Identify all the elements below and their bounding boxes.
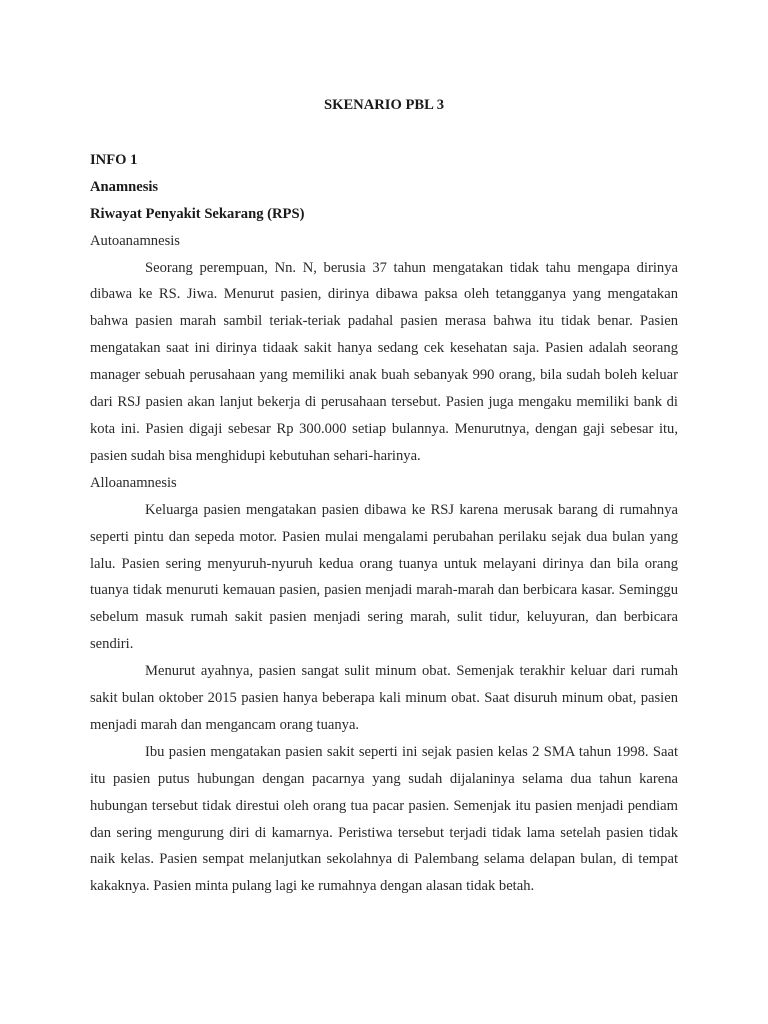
document-page — [90, 92, 678, 900]
section-heading-anamnesis: Anamnesis — [90, 178, 159, 195]
alloanamnesis-paragraph-2: Menurut ayahnya, pasien sangat sulit minum obat. Semenjak terakhir keluar dari rumah sakit bulan oktober 2015 pasien hanya beberapa kali minum obat. Saat disuruh minum obat, pasien menjadi marah dan mengancam orang tuanya. — [90, 663, 678, 733]
alloanamnesis-label: Alloanamnesis — [90, 474, 177, 491]
alloanamnesis-paragraph-1: Keluarga pasien mengatakan pasien dibawa ke RSJ karena merusak barang di rumahnya seperti pintu dan sepeda motor. Pasien mulai mengalami perubahan perilaku sejak dua bulan yang lalu. Pasien sering menyuruh-nyuruh kedua orang tuanya untuk melayani dirinya dan bila orang tuanya tidak menuruti kemauan pasien, pasien menjadi marah-marah dan berbicara kasar. Seminggu sebelum masuk rumah sakit pasien menjadi sering marah, sulit tidur, keluyuran, dan berbicara sendiri. — [90, 501, 678, 653]
autoanamnesis-label: Autoanamnesis — [90, 232, 180, 249]
alloanamnesis-paragraph-3: Ibu pasien mengatakan pasien sakit seperti ini sejak pasien kelas 2 SMA tahun 1998. Saat itu pasien putus hubungan dengan pacarnya yang sudah dijalaninya selama dua tahun karena hubungan tersebut tidak direstui oleh orang tua pacar pasien. Semenjak itu pasien menjadi pendiam dan sering mengurung diri di kamarnya. Peristiwa tersebut terjadi tidak lama setelah pasien tidak naik kelas. Pasien sempat melanjutkan sekolahnya di Palembang selama delapan bulan, di tempat kakaknya. Pasien minta pulang lagi ke rumahnya dengan alasan tidak betah. — [90, 743, 678, 895]
autoanamnesis-paragraph: Seorang perempuan, Nn. N, berusia 37 tahun mengatakan tidak tahu mengapa dirinya dibawa ke RS. Jiwa. Menurut pasien, dirinya dibawa paksa oleh tetangganya yang mengatakan bahwa pasien marah sambil teriak-teriak padahal pasien merasa bahwa itu tidak benar. Pasien mengatakan saat ini dirinya tidaak sakit hanya sedang cek kesehatan saja. Pasien adalah seorang manager sebuah perusahaan yang memiliki anak buah sebanyak 990 orang, bila sudah boleh keluar dari RSJ pasien akan lanjut bekerja di perusahaan tersebut. Pasien juga mengaku memiliki bank di kota ini. Pasien digaji sebesar Rp 300.000 setiap bulannya. Menurutnya, dengan gaji sebesar itu, pasien sudah bisa menghidupi kebutuhan sehari-harinya. — [90, 259, 678, 464]
document-title: SKENARIO PBL 3 — [323, 97, 445, 113]
subsection-heading-rps: Riwayat Penyakit Sekarang (RPS) — [90, 205, 305, 222]
info-heading: INFO 1 — [90, 151, 138, 168]
